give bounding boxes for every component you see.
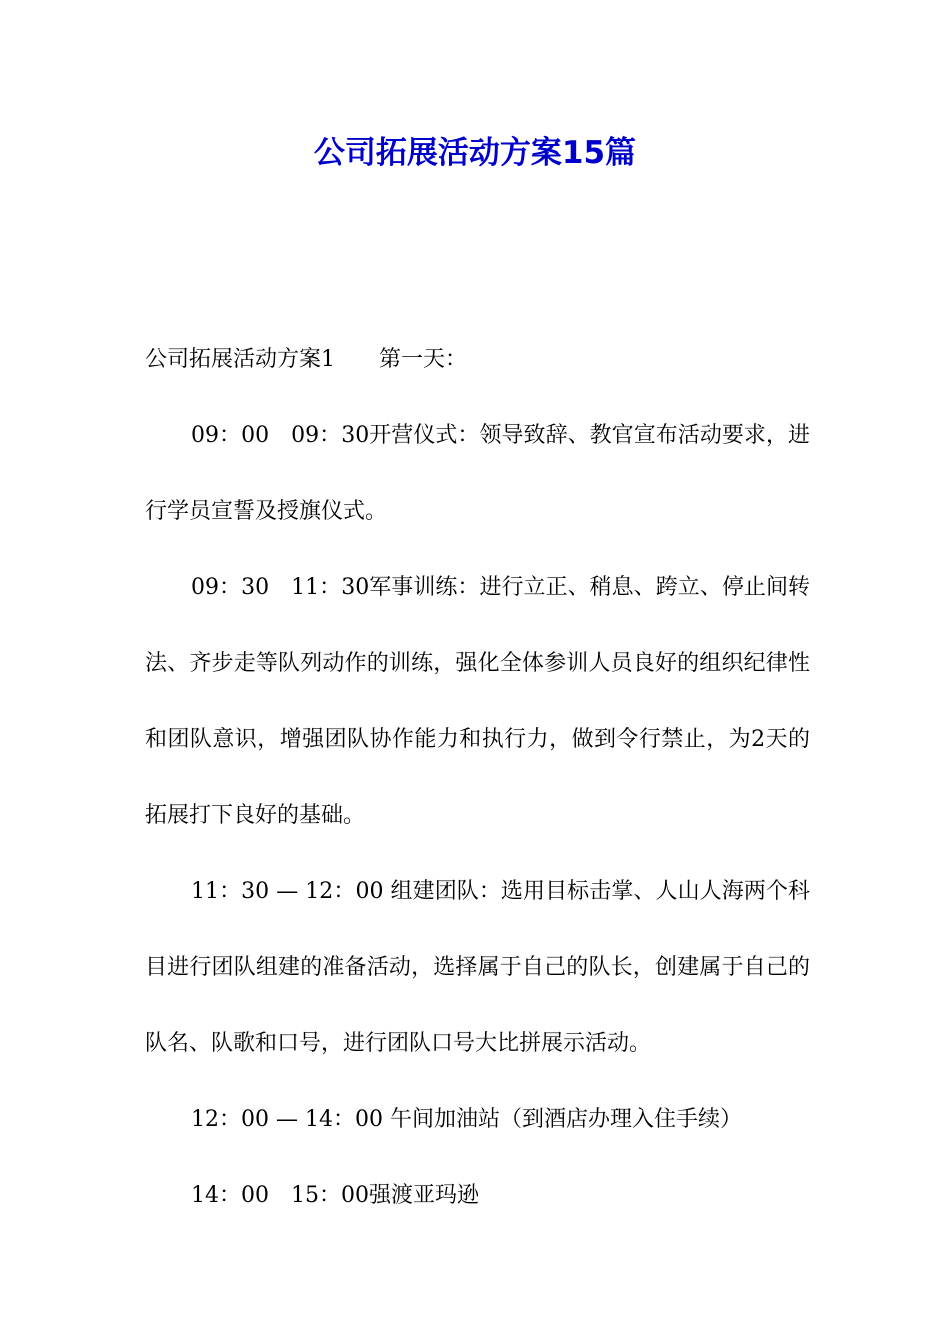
paragraph-lunch-break: 12：00 — 14：00 午间加油站（到酒店办理入住手续） (191, 1107, 742, 1132)
paragraph-day-one (145, 322, 810, 398)
paragraph-team-building: 11：30 — 12：00 组建团队：选用目标击掌、人山人海两个科目进行团队组建的准备活动，选择属于自己的队长，创建属于自己的队名、队歌和口号，进行团队口号大比拼展示活动。 (145, 879, 810, 1056)
paragraph-opening-ceremony: 09：00 09：30开营仪式：领导致辞、教官宣布活动要求，进行学员宣誓及授旗仪式。 (145, 423, 810, 524)
day-label: 第一天： (379, 347, 468, 372)
paragraph-river-crossing: 14：00 15：00强渡亚玛逊 (191, 1183, 479, 1208)
section-heading: 公司拓展活动方案1 (145, 347, 335, 372)
document-title: 公司拓展活动方案15篇 (313, 135, 637, 171)
paragraph-military-training: 09：30 11：30军事训练：进行立正、稍息、跨立、停止间转法、齐步走等队列动作的训练，强化全体参训人员良好的组织纪律性和团队意识，增强团队协作能力和执行力，做到令行禁止，为2天的拓展打下良好的基础。 (145, 575, 810, 828)
